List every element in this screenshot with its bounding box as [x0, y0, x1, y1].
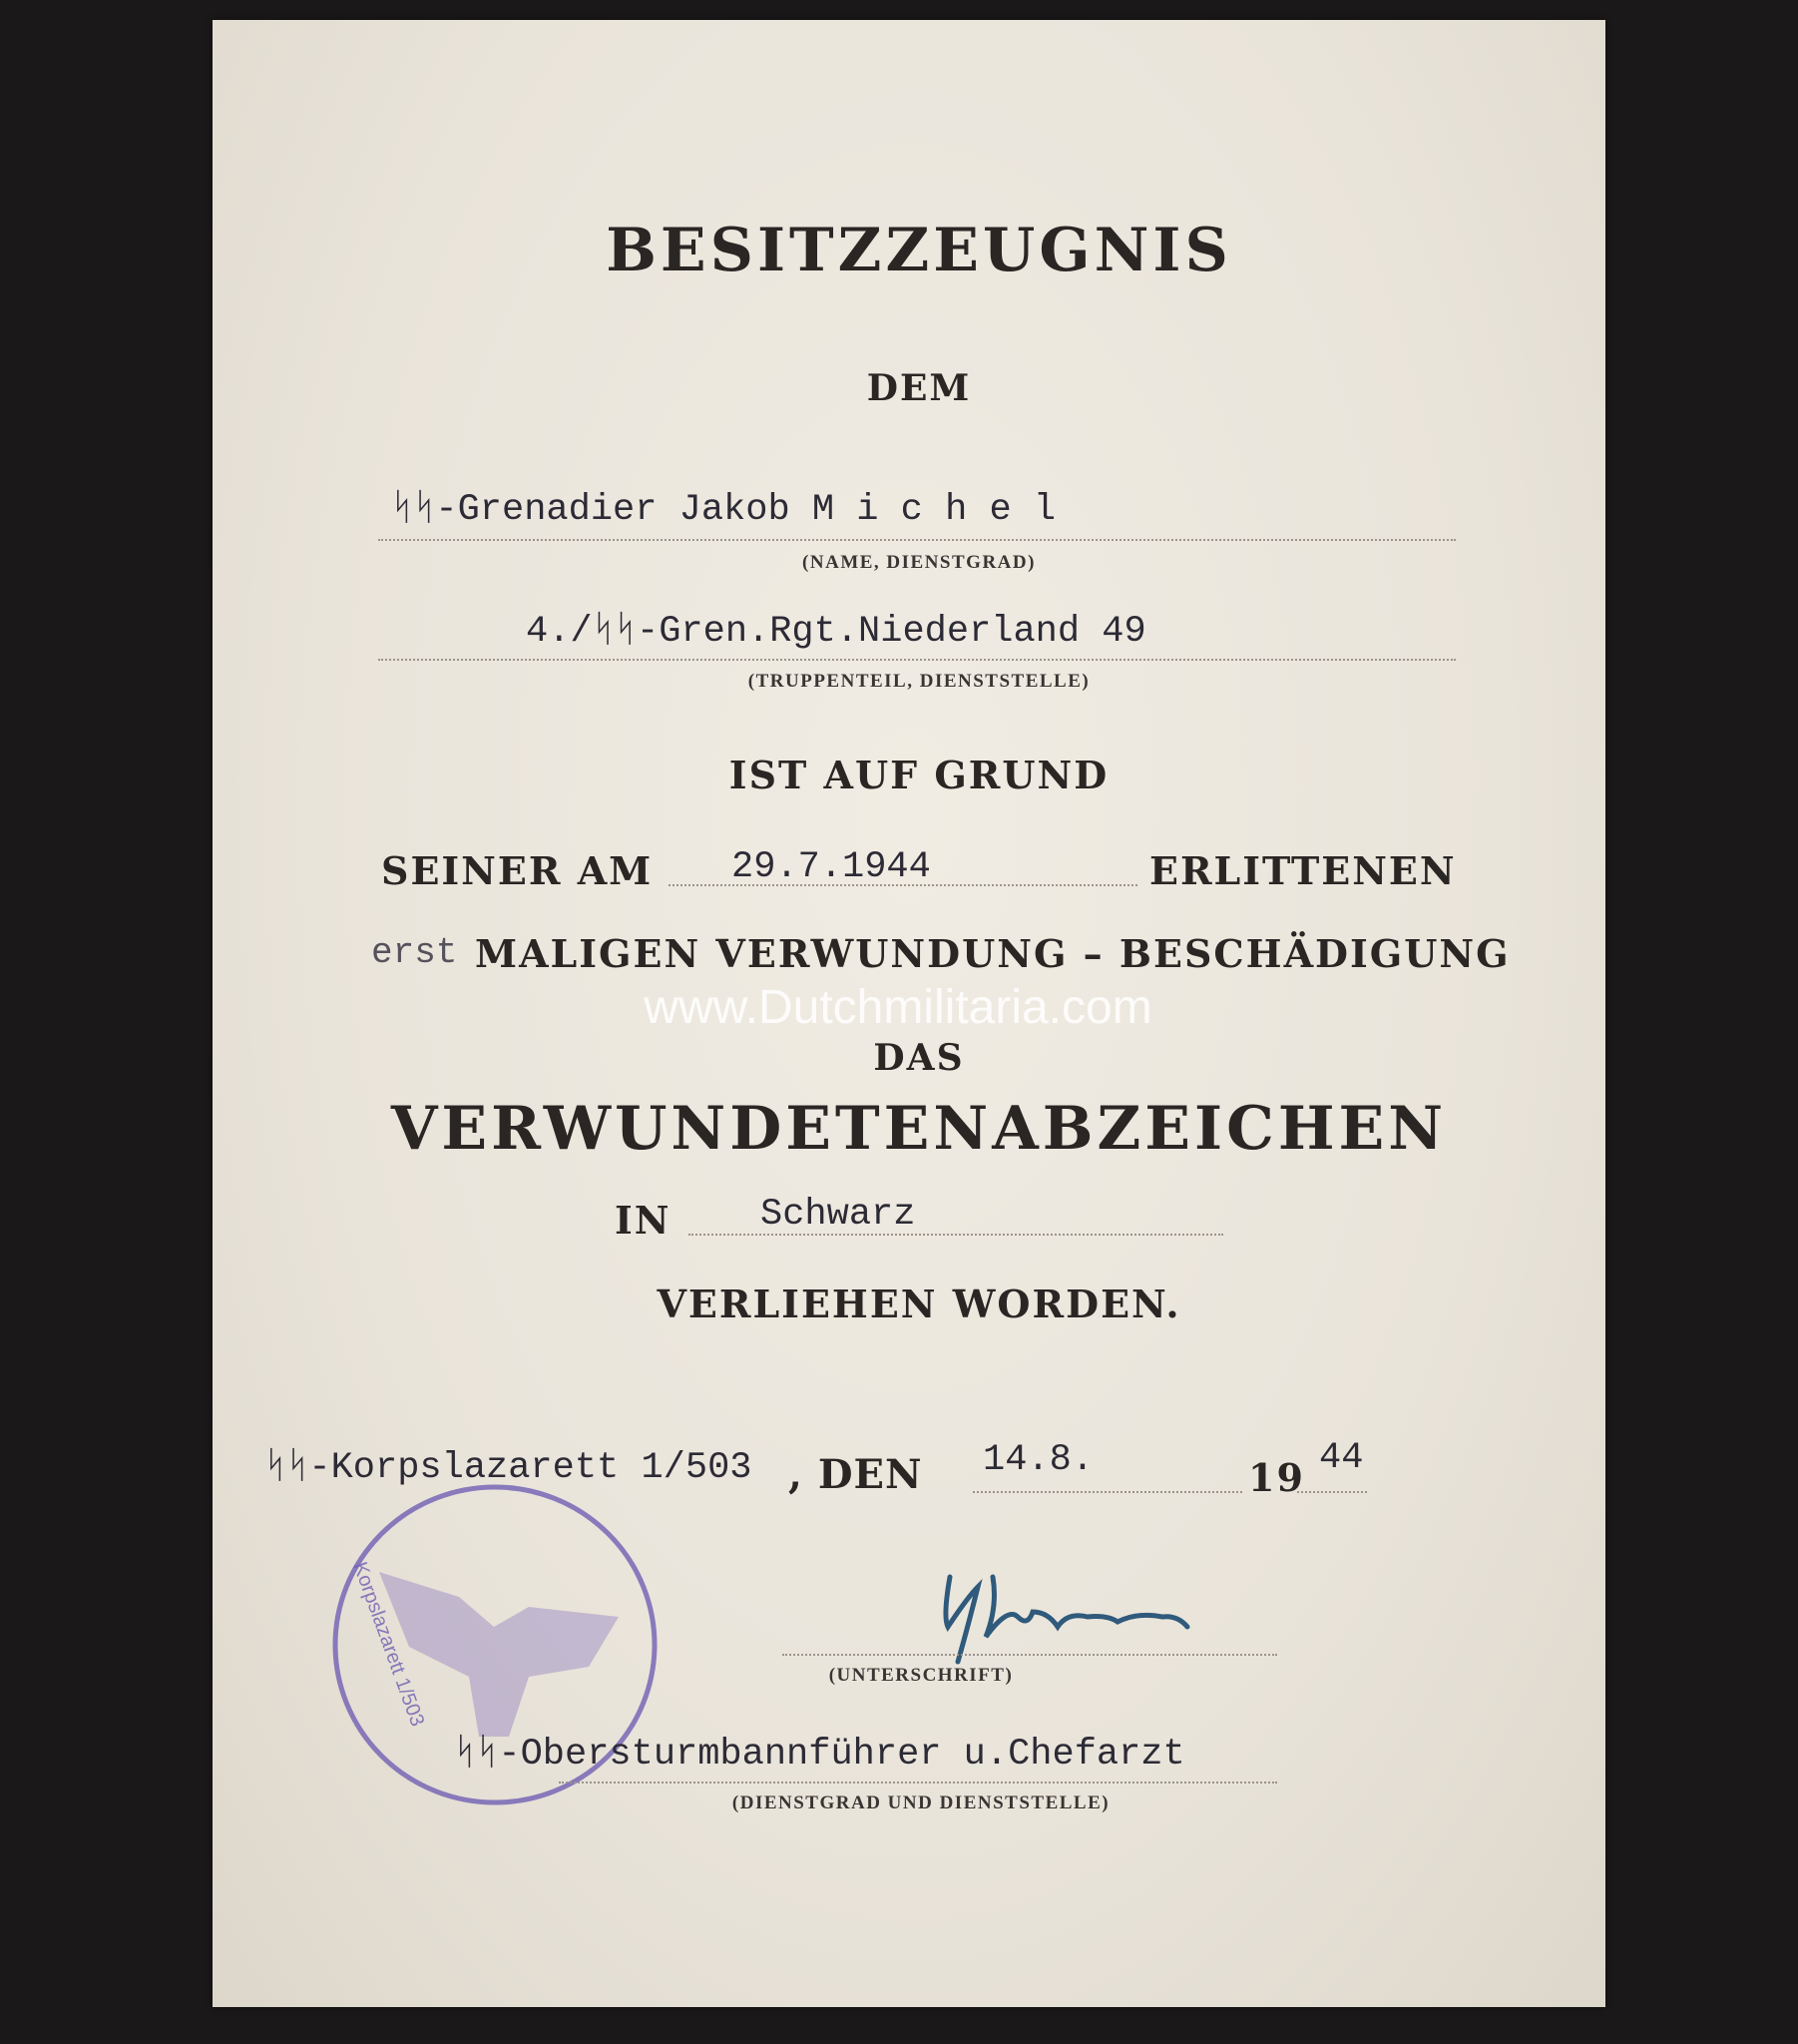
year-line	[1297, 1491, 1367, 1493]
award-grade: Schwarz	[760, 1194, 916, 1236]
seiner-am-text: SEINER AM	[381, 848, 654, 893]
year-prefix: 19	[1248, 1455, 1305, 1500]
wound-count: erst	[371, 932, 458, 973]
stamp-text: Korpslazarett 1/503	[348, 1559, 429, 1730]
signature-icon	[938, 1557, 1257, 1667]
document-title: BESITZZEUGNIS	[606, 216, 1232, 285]
year-suffix: 44	[1319, 1437, 1364, 1479]
wound-date-line	[669, 884, 1137, 886]
unit-line	[378, 659, 1456, 661]
name-value: ᛋᛋ-Grenadier Jakob M i c h e l	[391, 489, 1057, 531]
den-text: , DEN	[788, 1451, 923, 1498]
name-line	[378, 539, 1456, 541]
issue-place: ᛋᛋ-Korpslazarett 1/503	[264, 1447, 752, 1489]
ist-auf-grund-text: IST AUF GRUND	[728, 753, 1110, 797]
unit-value: 4./ᛋᛋ-Gren.Rgt.Niederland 49	[526, 611, 1146, 653]
rank-value: ᛋᛋ-Obersturmbannführer u.Chefarzt	[454, 1734, 1185, 1776]
issue-date: 14.8.	[983, 1439, 1095, 1481]
dem-text: DEM	[866, 367, 972, 409]
verliehen-text: VERLIEHEN WORDEN.	[657, 1281, 1181, 1326]
signature-label: (UNTERSCHRIFT)	[828, 1665, 1014, 1686]
grade-line	[688, 1234, 1223, 1236]
erlittenen-text: ERLITTENEN	[1149, 848, 1457, 893]
unit-label: (TRUPPENTEIL, DIENSTSTELLE)	[747, 671, 1091, 692]
watermark: www.Dutchmilitaria.com	[644, 981, 1152, 1034]
das-text: DAS	[873, 1037, 965, 1079]
in-text: IN	[615, 1198, 672, 1243]
award-name: VERWUNDETENABZEICHEN	[390, 1094, 1448, 1164]
wound-date: 29.7.1944	[731, 846, 931, 888]
rank-label: (DIENSTGRAD UND DIENSTSTELLE)	[731, 1792, 1111, 1813]
issue-date-line	[973, 1491, 1242, 1493]
maligen-text: MALIGEN VERWUNDUNG – BESCHÄDIGUNG	[475, 931, 1511, 976]
rank-line	[559, 1782, 1277, 1784]
name-label: (NAME, DIENSTGRAD)	[802, 552, 1036, 573]
signature-line	[782, 1654, 1277, 1656]
